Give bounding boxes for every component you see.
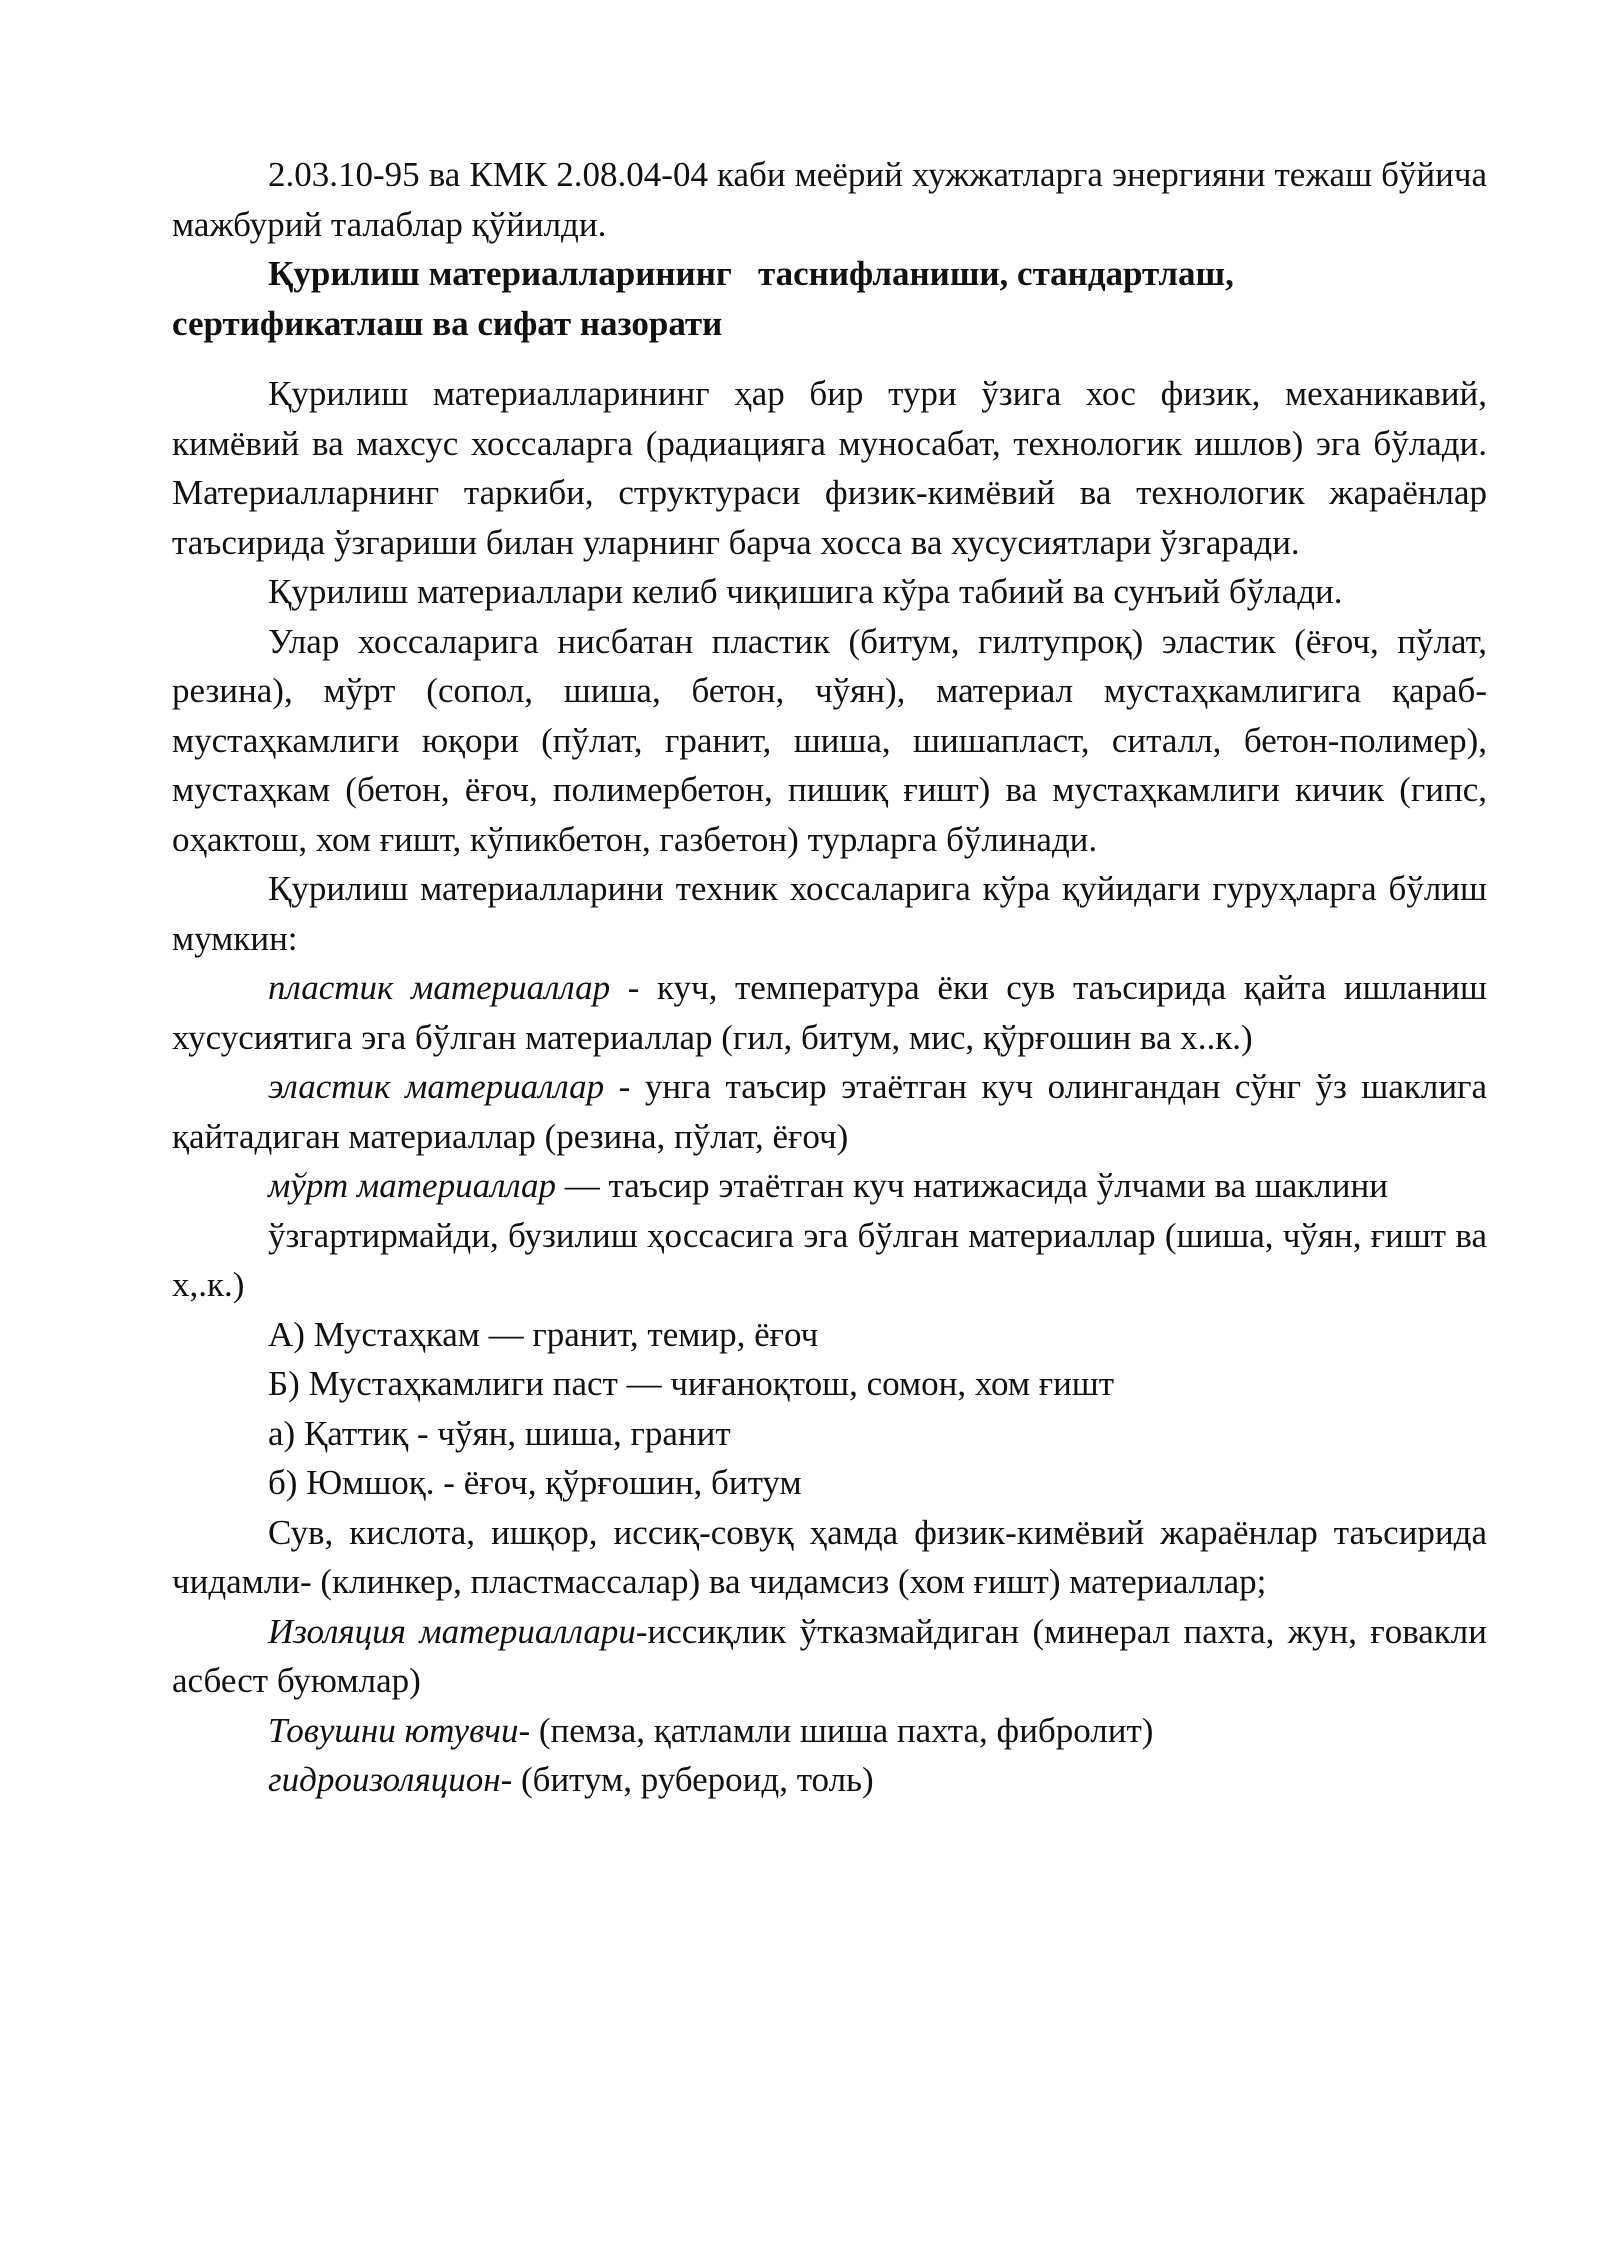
paragraph-insulation	[172, 1607, 1487, 1706]
section-heading-line-1: Қурилиш материалларининг таснифланиши, стандартлаш,	[268, 254, 1234, 293]
term-waterproofing: гидроизоляцион-	[268, 1760, 513, 1799]
list-item-hard: а) Қаттиқ - чўян, шиша, гранит	[268, 1413, 731, 1453]
section-heading-line-2: сертификатлаш ва сифат назорати	[172, 303, 723, 343]
paragraph-technical-groups: Қурилиш материалларини техник хоссаларига кўра қуйидаги гуруҳларга бўлиш мумкин:	[172, 869, 1487, 958]
term-plastic: пластик материаллар	[268, 968, 611, 1007]
definition-sound-absorbing: (пемза, қатламли шиша пахта, фибролит)	[530, 1710, 1154, 1750]
paragraph-elastic-materials	[172, 1062, 1487, 1161]
paragraph-properties: Қурилиш материалларининг ҳар бир тури ўзига хос физик, механикавий, кимёвий ва махсус хоссаларга (радиацияга муносабат, технологик ишлов) эга бўлади. Материалларнинг таркиби, структураси физик-кимёвий ва технологик жараёнлар таъсирида ўзгариши билан уларнинг барча хосса ва хусусиятлари ўзгаради.	[172, 374, 1487, 562]
paragraph-waterproofing	[172, 1755, 1487, 1805]
definition-elastic: - унга таъсир этаётган куч олингандан сўнг ўз шаклига қайтадиган материаллар (резина, пўлат, ёғоч)	[172, 1067, 1488, 1156]
definition-insulation: -иссиқлик ўтказмайдиган (минерал пахта, жун, ғовакли асбест буюмлар)	[172, 1611, 1488, 1700]
list-item-soft: б) Юмшоқ. - ёғоч, қўрғошин, битум	[268, 1463, 802, 1502]
paragraph-brittle-continued: ўзгартирмайди, бузилиш ҳоссасига эга бўлган материаллар (шиша, чўян, ғишт ва х,.к.)	[172, 1215, 1487, 1304]
paragraph-brittle-materials	[172, 1161, 1487, 1211]
paragraph-sound-absorbing	[172, 1706, 1487, 1756]
paragraph-text: 2.03.10-95 ва КМК 2.08.04-04 каби меёрий хужжатларга энергияни тежаш бўйича мажбурий талаблар қўйилди.	[172, 155, 1487, 244]
term-brittle: мўрт материаллар	[268, 1166, 557, 1205]
paragraph-origin: Қурилиш материаллари келиб чиқишига кўра табиий ва сунъий бўлади.	[268, 572, 1343, 611]
document-page	[172, 150, 1487, 1805]
term-elastic: эластик материаллар	[268, 1067, 605, 1106]
paragraph-plastic-materials	[172, 963, 1487, 1062]
definition-brittle: — таъсир этаётган куч натижасида ўлчами ва шаклини	[556, 1166, 1388, 1205]
list-item-weak: Б) Мустаҳкамлиги паст — чиғаноқтош, сомон, хом ғишт	[268, 1364, 1115, 1403]
definition-waterproofing: (битум, рубероид, толь)	[512, 1760, 874, 1799]
term-insulation: Изоляция материаллари	[268, 1611, 636, 1651]
list-item-strong: А) Мустаҳкам — гранит, темир, ёғоч	[268, 1314, 819, 1354]
paragraph-classification: Улар хоссаларига нисбатан пластик (битум, гилтупроқ) эластик (ёғоч, пўлат, резина), мўрт (сопол, шиша, бетон, чўян), материал мустаҳкамлигига қараб-мустаҳкамлиги юқори (пўлат, гранит, шиша, шишапласт, ситалл, бетон-полимер), мустаҳкам (бетон, ёғоч, полимербетон, пишиқ ғишт) ва мустаҳкамлиги кичик (гипс, оҳактош, хом ғишт, кўпикбетон, газбетон) турларга бўлинади.	[172, 621, 1487, 859]
paragraph-durability: Сув, кислота, ишқор, иссиқ-совуқ ҳамда физик-кимёвий жараёнлар таъсирида чидамли- (клинкер, пластмассалар) ва чидамсиз (хом ғишт) материаллар;	[172, 1512, 1487, 1601]
section-heading	[172, 249, 1487, 348]
paragraph-intro-continued	[172, 150, 1487, 249]
definition-plastic: - куч, температура ёки сув таъсирида қайта ишланиш хусусиятига эга бўлган материаллар (гил, битум, мис, қўрғошин ва х..к.)	[172, 968, 1487, 1057]
term-sound-absorbing: Товушни ютувчи-	[268, 1710, 531, 1750]
